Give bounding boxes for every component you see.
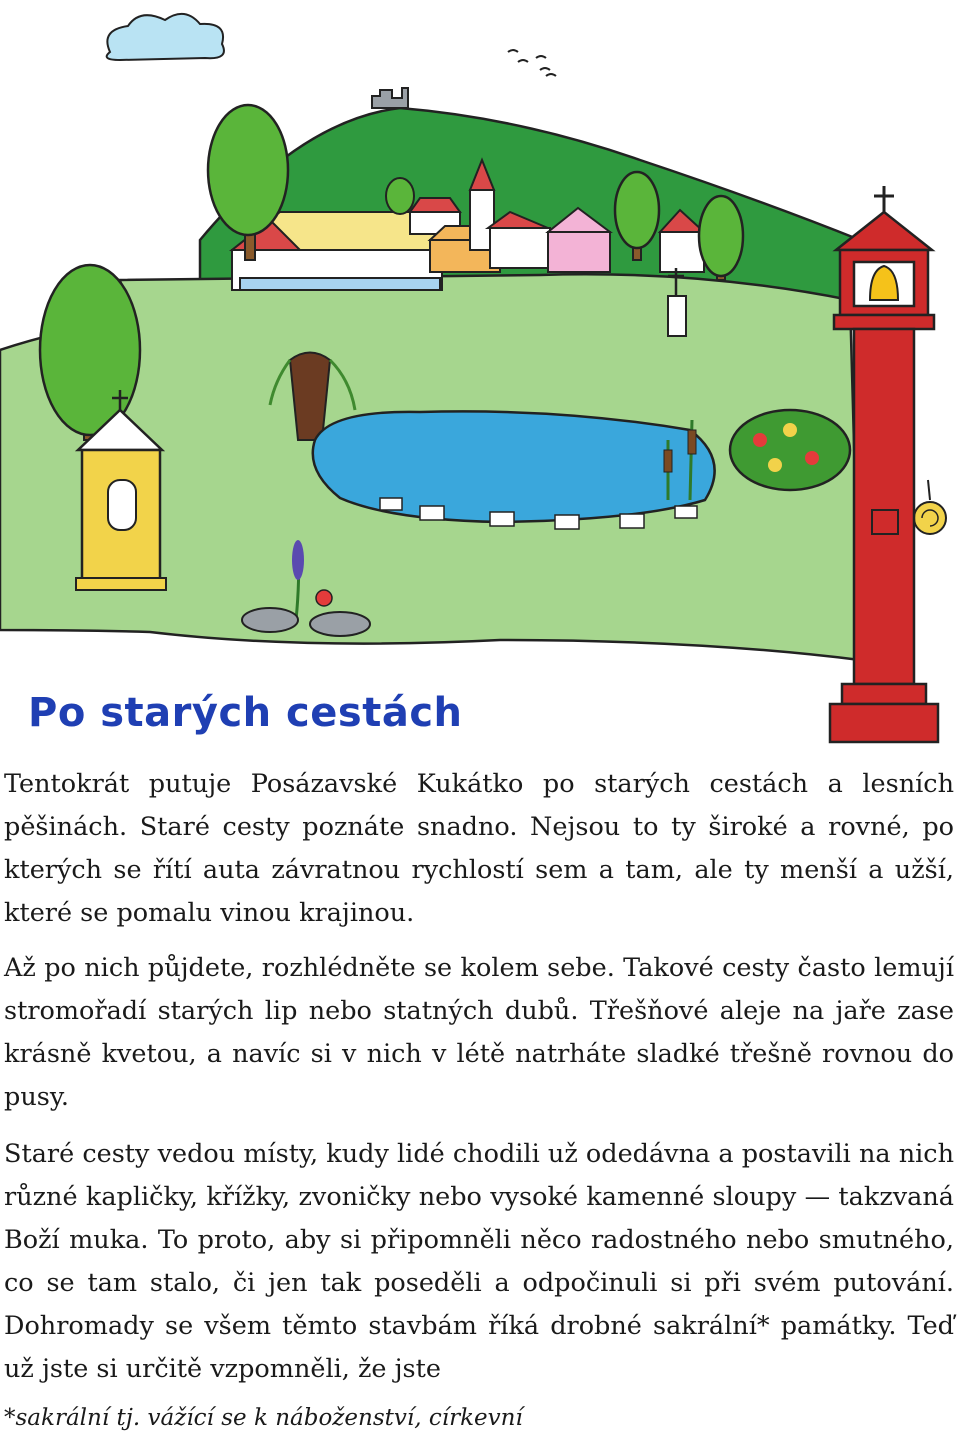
pond	[313, 411, 715, 522]
snail	[914, 480, 946, 534]
paragraph-1: Tentokrát putuje Posázavské Kukátko po starých cestách a lesních pěšinách. Staré cesty poznáte snadno. Nejsou to ty široké a rovné, po kterých se řítí auta závratnou rychlostí sem a tam, ale ty menší a užší, které se pomalu vinou krajinou.	[4, 769, 954, 928]
footnote: *sakrální tj. vážící se k náboženství, církevní	[4, 1405, 523, 1431]
tree-village-left	[386, 178, 414, 214]
castle-ruin	[372, 88, 408, 108]
birds	[508, 50, 556, 76]
page-title: Po starých cestách	[28, 690, 463, 736]
flower-bush	[730, 410, 850, 490]
cloud-left	[107, 14, 224, 60]
paragraph-3: Staré cesty vedou místy, kudy lidé chodili už odedávna a postavili na nich různé kapličky, křížky, zvoničky nebo vysoké kamenné sloupy — takzvaná Boží muka. To proto, aby si připomněli něco radostného nebo smutného, co se tam stalo, či jen tak poseděli a odpočinuli si při svém putování. Dohromady se všem těmto stavbám říká drobné sakrální* památky. Teď už jste si určitě vzpomněli, že jste	[4, 1139, 954, 1384]
paragraph-2: Až po nich půjdete, rozhlédněte se kolem sebe. Takové cesty často lemují stromořadí starých lip nebo statných dubů. Třešňové aleje na jaře zase krásně kvetou, a navíc si v nich v létě natrháte sladké třešně rovnou do pusy.	[4, 953, 954, 1112]
